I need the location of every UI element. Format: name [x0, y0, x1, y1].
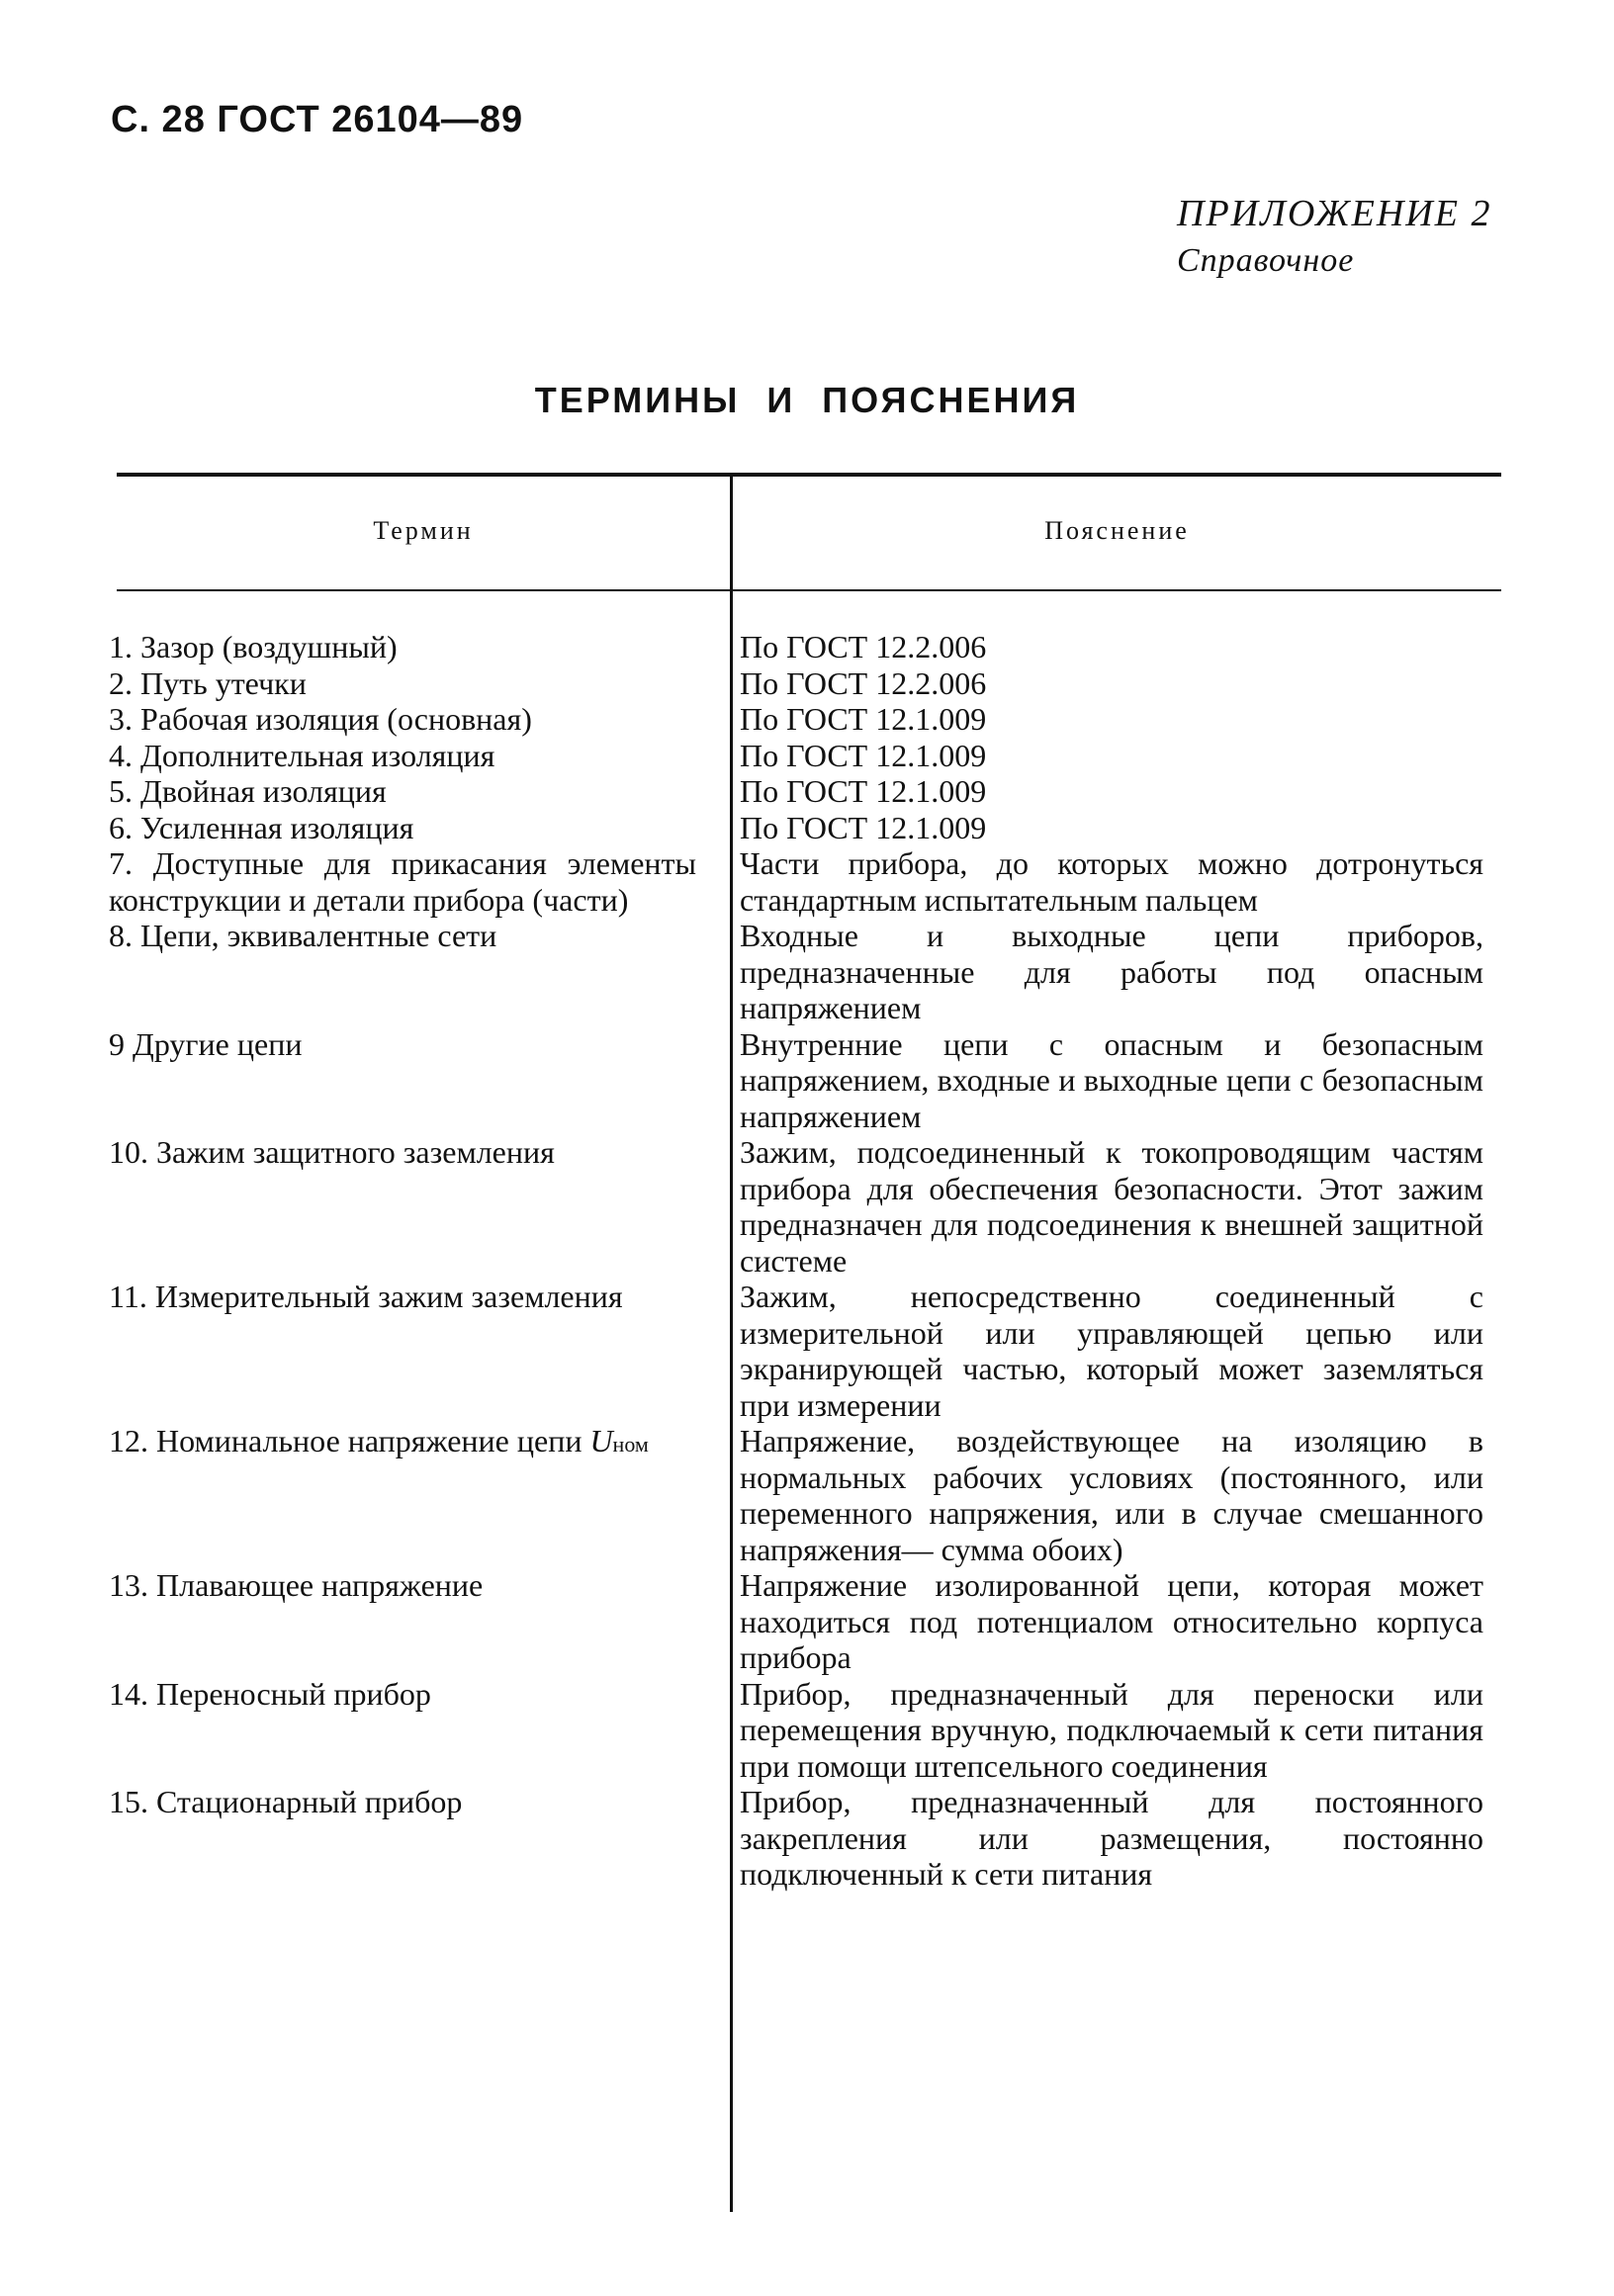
table-row [109, 773, 1503, 810]
table-row [109, 1567, 1503, 1676]
explanation-cell: Прибор, предназначенный для постоянного закрепления или размещения, постоянно подключенный к сети питания [740, 1784, 1483, 1892]
table-row [109, 738, 1503, 774]
appendix-number: ПРИЛОЖЕНИЕ 2 [1177, 193, 1492, 234]
explanation-cell: Входные и выходные цепи приборов, предназначенные для работы под опасным напряжением [740, 918, 1483, 1025]
table-row [109, 845, 1503, 918]
explanation-cell: Части прибора, до которых можно дотронуться стандартным испытательным пальцем [740, 845, 1483, 918]
explanation-cell: Напряжение, воздействующее на изоляцию в нормальных рабочих условиях (постоянного, или переменного напряжения, или в случае смешанного напряжения— сумма обоих) [740, 1423, 1483, 1567]
term-cell: 2. Путь утечки [109, 664, 307, 701]
document-title: ТЕРМИНЫ И ПОЯСНЕНИЯ [534, 380, 1080, 420]
term-cell: 4. Дополнительная изоляция [109, 737, 495, 773]
term-cell: 3. Рабочая изоляция (основная) [109, 701, 532, 737]
table-row [109, 1134, 1503, 1279]
term-cell [109, 1423, 696, 1567]
explanation-cell: По ГОСТ 12.1.009 [740, 773, 987, 809]
appendix-label [1177, 190, 1491, 285]
explanation-cell: По ГОСТ 12.1.009 [740, 809, 987, 845]
term-cell: 7. Доступные для прикасания элементы конструкции и детали прибора (части) [109, 845, 696, 918]
table-row [109, 1784, 1503, 1893]
table-row [109, 629, 1503, 665]
explanation-cell: Зажим, непосредственно соединенный с измерительной или управляющей цепью или экранирующей частью, который может заземляться при измерении [740, 1279, 1483, 1423]
terms-table-body [109, 629, 1503, 1893]
table-header-rule [117, 589, 1501, 591]
explanation-cell: По ГОСТ 12.2.006 [740, 629, 987, 664]
explanation-cell: Внутренние цепи с опасным и безопасным напряжением, входные и выходные цепи с безопасным напряжением [740, 1025, 1483, 1134]
explanation-cell: Прибор, предназначенный для переноски или перемещения вручную, подключаемый к сети питания при помощи штепсельного соединения [740, 1675, 1483, 1784]
term-subscript: ном [612, 1432, 649, 1457]
explanation-cell: По ГОСТ 12.2.006 [740, 664, 987, 701]
term-cell: 1. Зазор (воздушный) [109, 629, 398, 664]
page-header: С. 28 ГОСТ 26104—89 [111, 99, 524, 140]
term-cell: 15. Стационарный прибор [109, 1784, 463, 1819]
explanation-cell: Зажим, подсоединенный к токопроводящим частям прибора для обеспечения безопасности. Этот зажим предназначен для подсоединения к внешней защитной системе [740, 1134, 1483, 1279]
term-cell: 5. Двойная изоляция [109, 773, 387, 809]
column-header-explanation: Пояснение [1044, 516, 1190, 545]
table-row [109, 1423, 1503, 1567]
term-cell: 6. Усиленная изоляция [109, 809, 414, 845]
table-row [109, 1676, 1503, 1785]
table-top-rule [117, 473, 1501, 477]
term-cell: 11. Измерительный зажим заземления [109, 1279, 623, 1314]
term-symbol: U [589, 1423, 613, 1458]
explanation-cell: Напряжение изолированной цепи, которая может находиться под потенциалом относительно корпуса прибора [740, 1567, 1483, 1675]
term-cell: 14. Переносный прибор [109, 1675, 431, 1712]
term-cell: 9 Другие цепи [109, 1025, 303, 1062]
term-cell: 13. Плавающее напряжение [109, 1567, 484, 1603]
table-row [109, 701, 1503, 738]
appendix-type: Справочное [1177, 242, 1355, 279]
table-row [109, 665, 1503, 702]
table-row [109, 1279, 1503, 1423]
explanation-cell: По ГОСТ 12.1.009 [740, 737, 987, 773]
term-cell: 8. Цепи, эквивалентные сети [109, 918, 497, 953]
explanation-cell: По ГОСТ 12.1.009 [740, 701, 987, 737]
term-cell: 10. Зажим защитного заземления [109, 1134, 555, 1170]
table-row [109, 810, 1503, 846]
table-row [109, 918, 1503, 1026]
table-row [109, 1026, 1503, 1135]
column-header-term: Термин [373, 516, 474, 545]
term-text: 12. Номинальное напряжение цепи [109, 1423, 583, 1458]
